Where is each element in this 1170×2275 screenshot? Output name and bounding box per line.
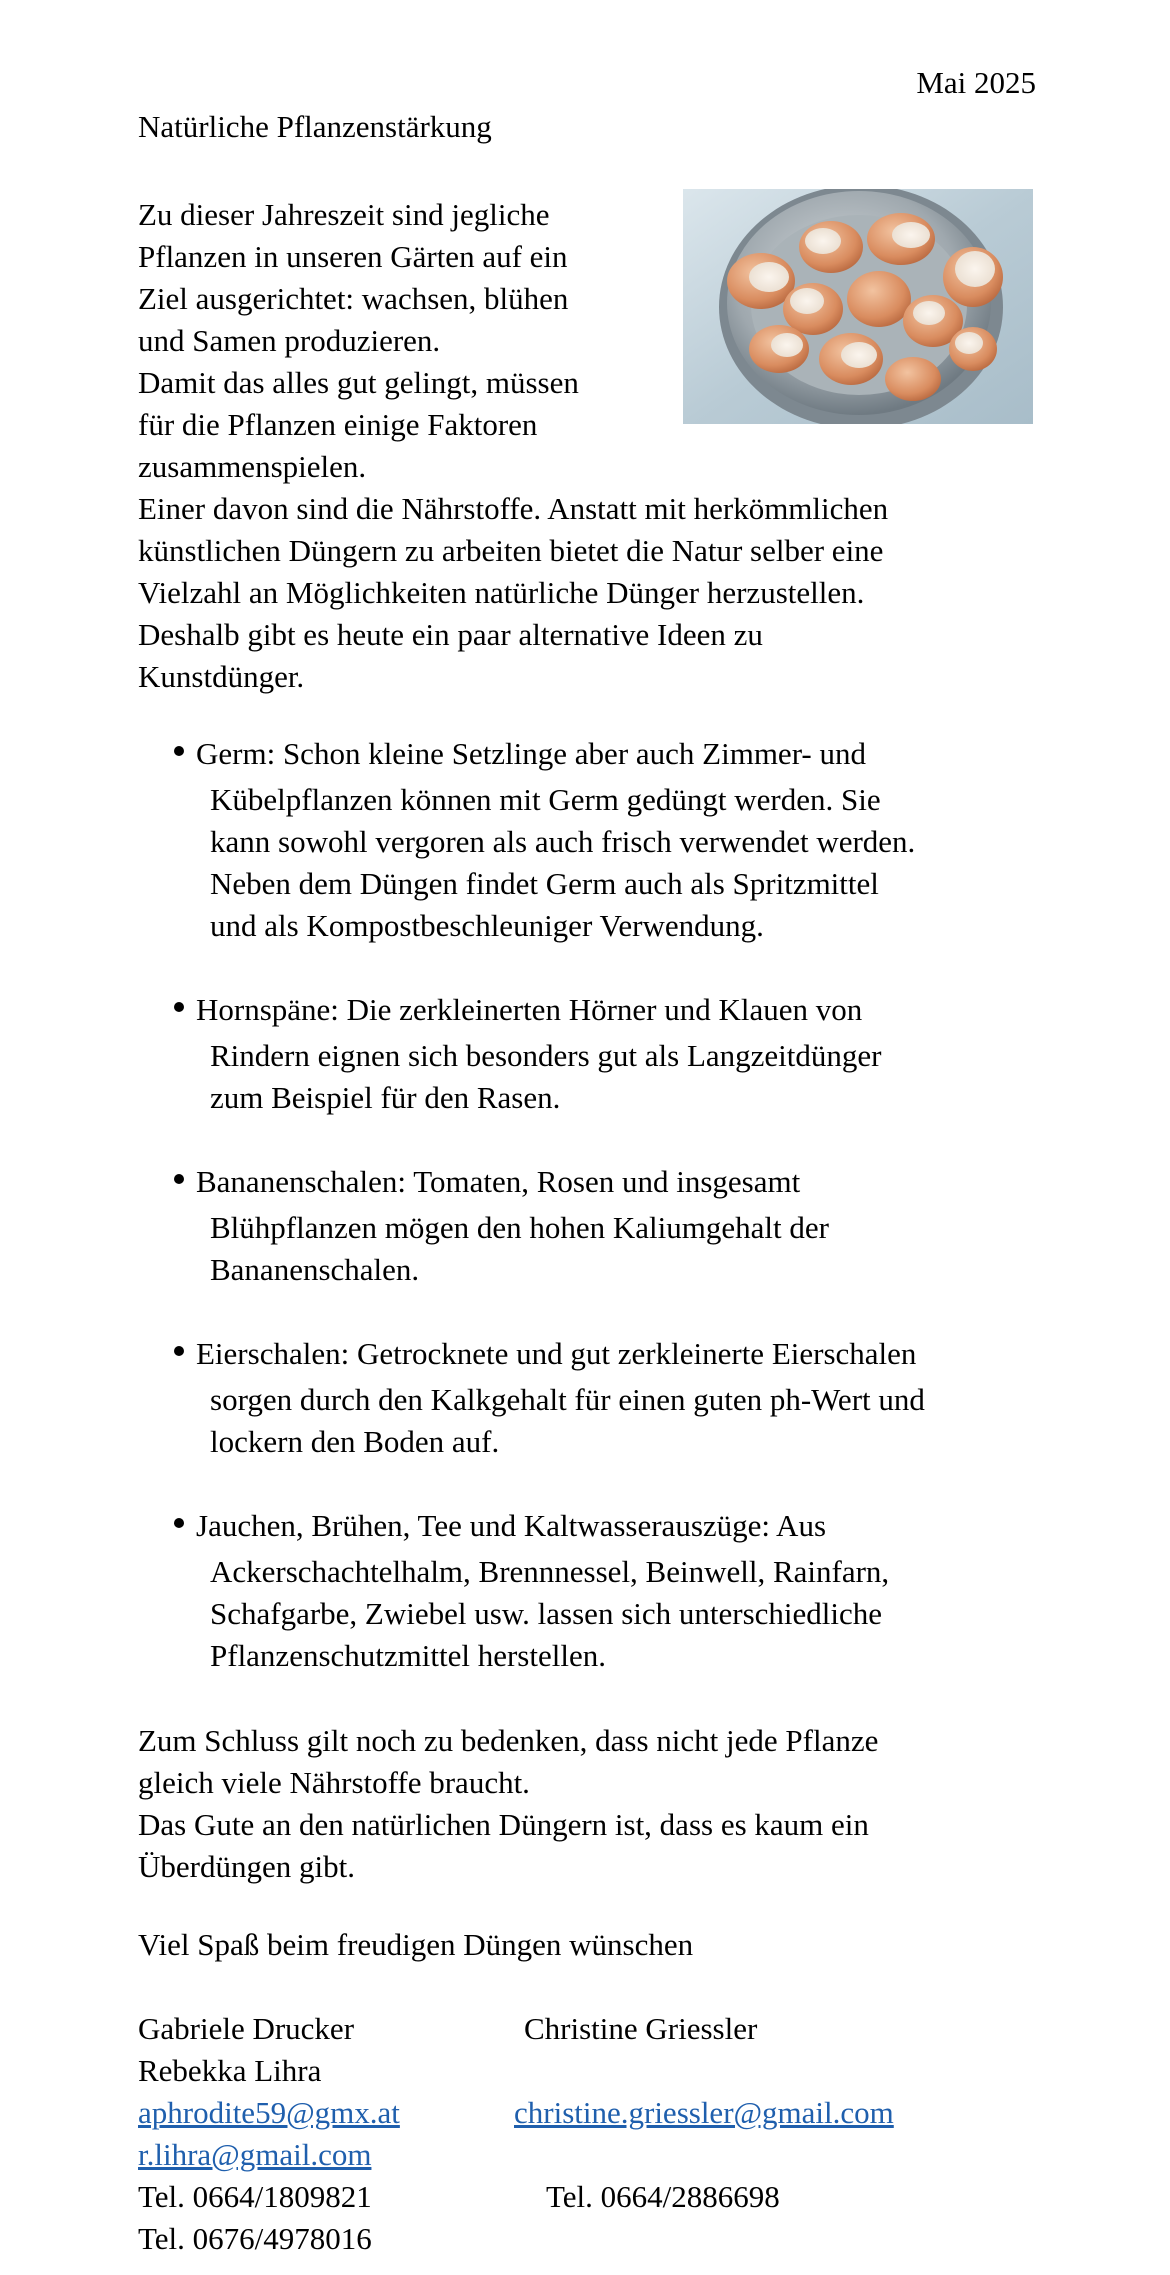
body-line: künstlichen Düngern zu arbeiten bietet die Natur selber eine — [138, 533, 884, 568]
phone-number: Tel. 0676/4978016 — [138, 2221, 372, 2256]
bullet-line: Ackerschachtelhalm, Brennnessel, Beinwell, Rainfarn, — [210, 1554, 890, 1589]
bullet-line: Neben dem Düngen findet Germ auch als Spritzmittel — [210, 866, 879, 901]
bullet-line: Pflanzenschutzmittel herstellen. — [210, 1638, 606, 1673]
intro-paragraph — [138, 194, 658, 488]
signature-right — [516, 2008, 894, 2218]
intro-line: Damit das alles gut gelingt, müssen — [138, 365, 579, 400]
phone-number: Tel. 0664/1809821 — [138, 2179, 372, 2214]
bullet-icon — [174, 1518, 184, 1528]
document-title: Natürliche Pflanzenstärkung — [138, 109, 492, 144]
bullet-item-hornspaene — [174, 989, 1074, 1119]
intro-line: und Samen produzieren. — [138, 323, 441, 358]
intro-line: Zu dieser Jahreszeit sind jegliche — [138, 197, 550, 232]
bullet-line: sorgen durch den Kalkgehalt für einen guten ph-Wert und — [210, 1382, 925, 1417]
bullet-line: Bananenschalen. — [210, 1252, 420, 1287]
closing-line: Überdüngen gibt. — [138, 1849, 355, 1884]
bullet-line: lockern den Boden auf. — [210, 1424, 500, 1459]
email-link[interactable]: r.lihra@gmail.com — [138, 2137, 372, 2172]
bullet-line: zum Beispiel für den Rasen. — [210, 1080, 561, 1115]
closing-paragraph — [138, 1720, 1038, 1888]
bullet-icon — [174, 1002, 184, 1012]
body-line: Kunstdünger. — [138, 659, 305, 694]
closing-line: Zum Schluss gilt noch zu bedenken, dass nicht jede Pflanze — [138, 1723, 879, 1758]
body-line: Deshalb gibt es heute ein paar alternative Ideen zu — [138, 617, 763, 652]
email-link[interactable]: aphrodite59@gmx.at — [138, 2095, 400, 2130]
intro-line: Pflanzen in unseren Gärten auf ein — [138, 239, 568, 274]
body-line: Vielzahl an Möglichkeiten natürliche Dünger herzustellen. — [138, 575, 865, 610]
bullet-first-line: Germ: Schon kleine Setzlinge aber auch Zimmer- und — [196, 736, 866, 771]
bullet-line: Kübelpflanzen können mit Germ gedüngt werden. Sie — [210, 782, 881, 817]
phone-number: Tel. 0664/2886698 — [546, 2179, 780, 2214]
bullet-line: und als Kompostbeschleuniger Verwendung. — [210, 908, 764, 943]
bullet-first-line: Jauchen, Brühen, Tee und Kaltwasserauszüge: Aus — [196, 1508, 827, 1543]
greeting: Viel Spaß beim freudigen Düngen wünschen — [138, 1927, 694, 1962]
intro-line: Ziel ausgerichtet: wachsen, blühen — [138, 281, 569, 316]
signature-left — [138, 2008, 400, 2260]
bullet-icon — [174, 1174, 184, 1184]
signer-name: Gabriele Drucker — [138, 2011, 355, 2046]
closing-line: gleich viele Nährstoffe braucht. — [138, 1765, 530, 1800]
bullet-icon — [174, 1346, 184, 1356]
bullet-line: Blühpflanzen mögen den hohen Kaliumgehalt der — [210, 1210, 829, 1245]
email-link[interactable]: christine.griessler@gmail.com — [514, 2095, 894, 2130]
bullet-item-bananenschalen — [174, 1161, 1074, 1291]
body-line: Einer davon sind die Nährstoffe. Anstatt mit herkömmlichen — [138, 491, 889, 526]
closing-line: Das Gute an den natürlichen Düngern ist, dass es kaum ein — [138, 1807, 869, 1842]
bullet-first-line: Eierschalen: Getrocknete und gut zerkleinerte Eierschalen — [196, 1336, 917, 1371]
bullet-item-jauchen — [174, 1505, 1074, 1677]
bullet-line: kann sowohl vergoren als auch frisch verwendet werden. — [210, 824, 916, 859]
body-paragraph — [138, 488, 1038, 698]
bullet-icon — [174, 746, 184, 756]
bullet-item-eierschalen — [174, 1333, 1074, 1463]
intro-line: für die Pflanzen einige Faktoren — [138, 407, 538, 442]
intro-line: zusammenspielen. — [138, 449, 367, 484]
bullet-line: Schafgarbe, Zwiebel usw. lassen sich unterschiedliche — [210, 1596, 883, 1631]
signer-name: Christine Griessler — [524, 2011, 758, 2046]
bullet-first-line: Bananenschalen: Tomaten, Rosen und insgesamt — [196, 1164, 801, 1199]
date: Mai 2025 — [916, 65, 1036, 100]
signer-name: Rebekka Lihra — [138, 2053, 322, 2088]
eggshell-photo — [683, 189, 1033, 424]
bullet-first-line: Hornspäne: Die zerkleinerten Hörner und Klauen von — [196, 992, 863, 1027]
bullet-line: Rindern eignen sich besonders gut als Langzeitdünger — [210, 1038, 882, 1073]
bullet-item-germ — [174, 733, 1074, 947]
